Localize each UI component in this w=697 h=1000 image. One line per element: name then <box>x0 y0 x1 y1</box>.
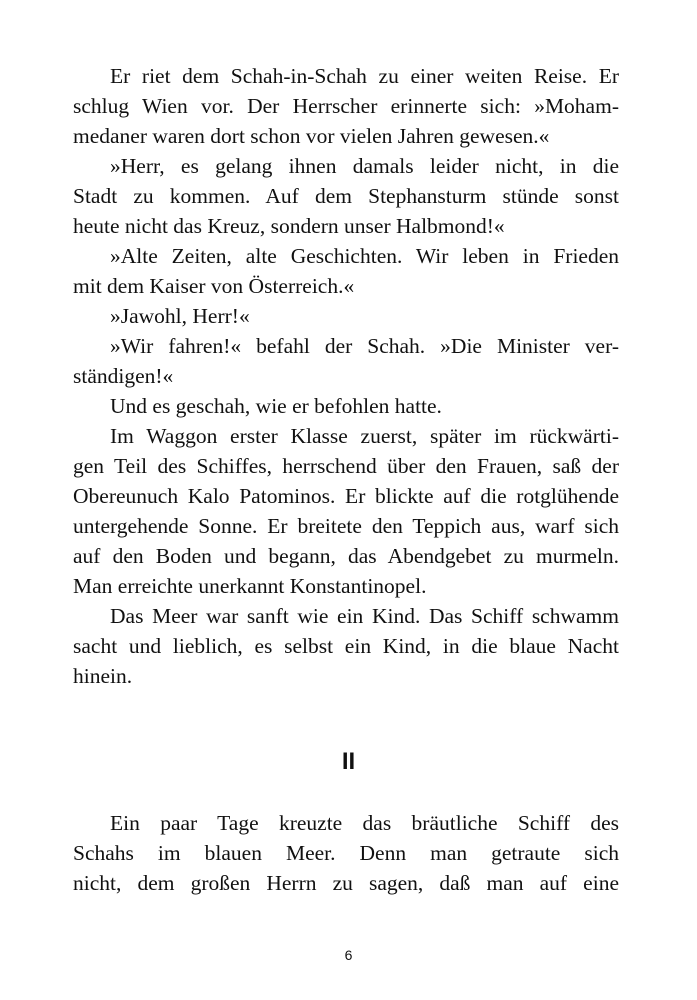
text-line: heute nicht das Kreuz, sondern unser Halbmond!« <box>73 214 505 238</box>
section-heading: II <box>341 748 356 775</box>
text-line: Und es geschah, wie er befohlen hatte. <box>110 394 442 418</box>
text-line: Er riet dem Schah-in-Schah zu einer weiten Reise. Er <box>110 64 619 88</box>
text-line: schlug Wien vor. Der Herrscher erinnerte sich: »Moham- <box>73 94 619 118</box>
text-line: »Herr, es gelang ihnen damals leider nicht, in die <box>110 154 619 178</box>
text-line: »Jawohl, Herr!« <box>110 304 250 328</box>
text-line: mit dem Kaiser von Österreich.« <box>73 274 355 298</box>
text-line: »Wir fahren!« befahl der Schah. »Die Minister ver- <box>110 334 619 358</box>
text-line: Man erreichte unerkannt Konstantinopel. <box>73 574 427 598</box>
text-line: Im Waggon erster Klasse zuerst, später im rückwärti- <box>110 424 619 448</box>
page-number: 6 <box>344 947 353 963</box>
text-line: Das Meer war sanft wie ein Kind. Das Schiff schwamm <box>110 604 619 628</box>
text-line: nicht, dem großen Herrn zu sagen, daß man auf eine <box>73 871 619 895</box>
text-line: untergehende Sonne. Er breitete den Teppich aus, warf sich <box>73 514 619 538</box>
text-line: Schahs im blauen Meer. Denn man getraute sich <box>73 841 619 865</box>
text-line: Obereunuch Kalo Patominos. Er blickte auf die rotglühende <box>73 484 619 508</box>
text-line: hinein. <box>73 664 133 688</box>
text-line: medaner waren dort schon vor vielen Jahren gewesen.« <box>73 124 550 148</box>
text-line: gen Teil des Schiffes, herrschend über den Frauen, saß der <box>73 454 619 478</box>
text-line: sacht und lieblich, es selbst ein Kind, in die blaue Nacht <box>73 634 619 658</box>
text-line: Stadt zu kommen. Auf dem Stephansturm stünde sonst <box>73 184 619 208</box>
text-line: ständigen!« <box>73 364 174 388</box>
text-line: »Alte Zeiten, alte Geschichten. Wir leben in Frieden <box>110 244 619 268</box>
text-line: Ein paar Tage kreuzte das bräutliche Schiff des <box>110 811 619 835</box>
text-line: auf den Boden und begann, das Abendgebet zu murmeln. <box>73 544 619 568</box>
